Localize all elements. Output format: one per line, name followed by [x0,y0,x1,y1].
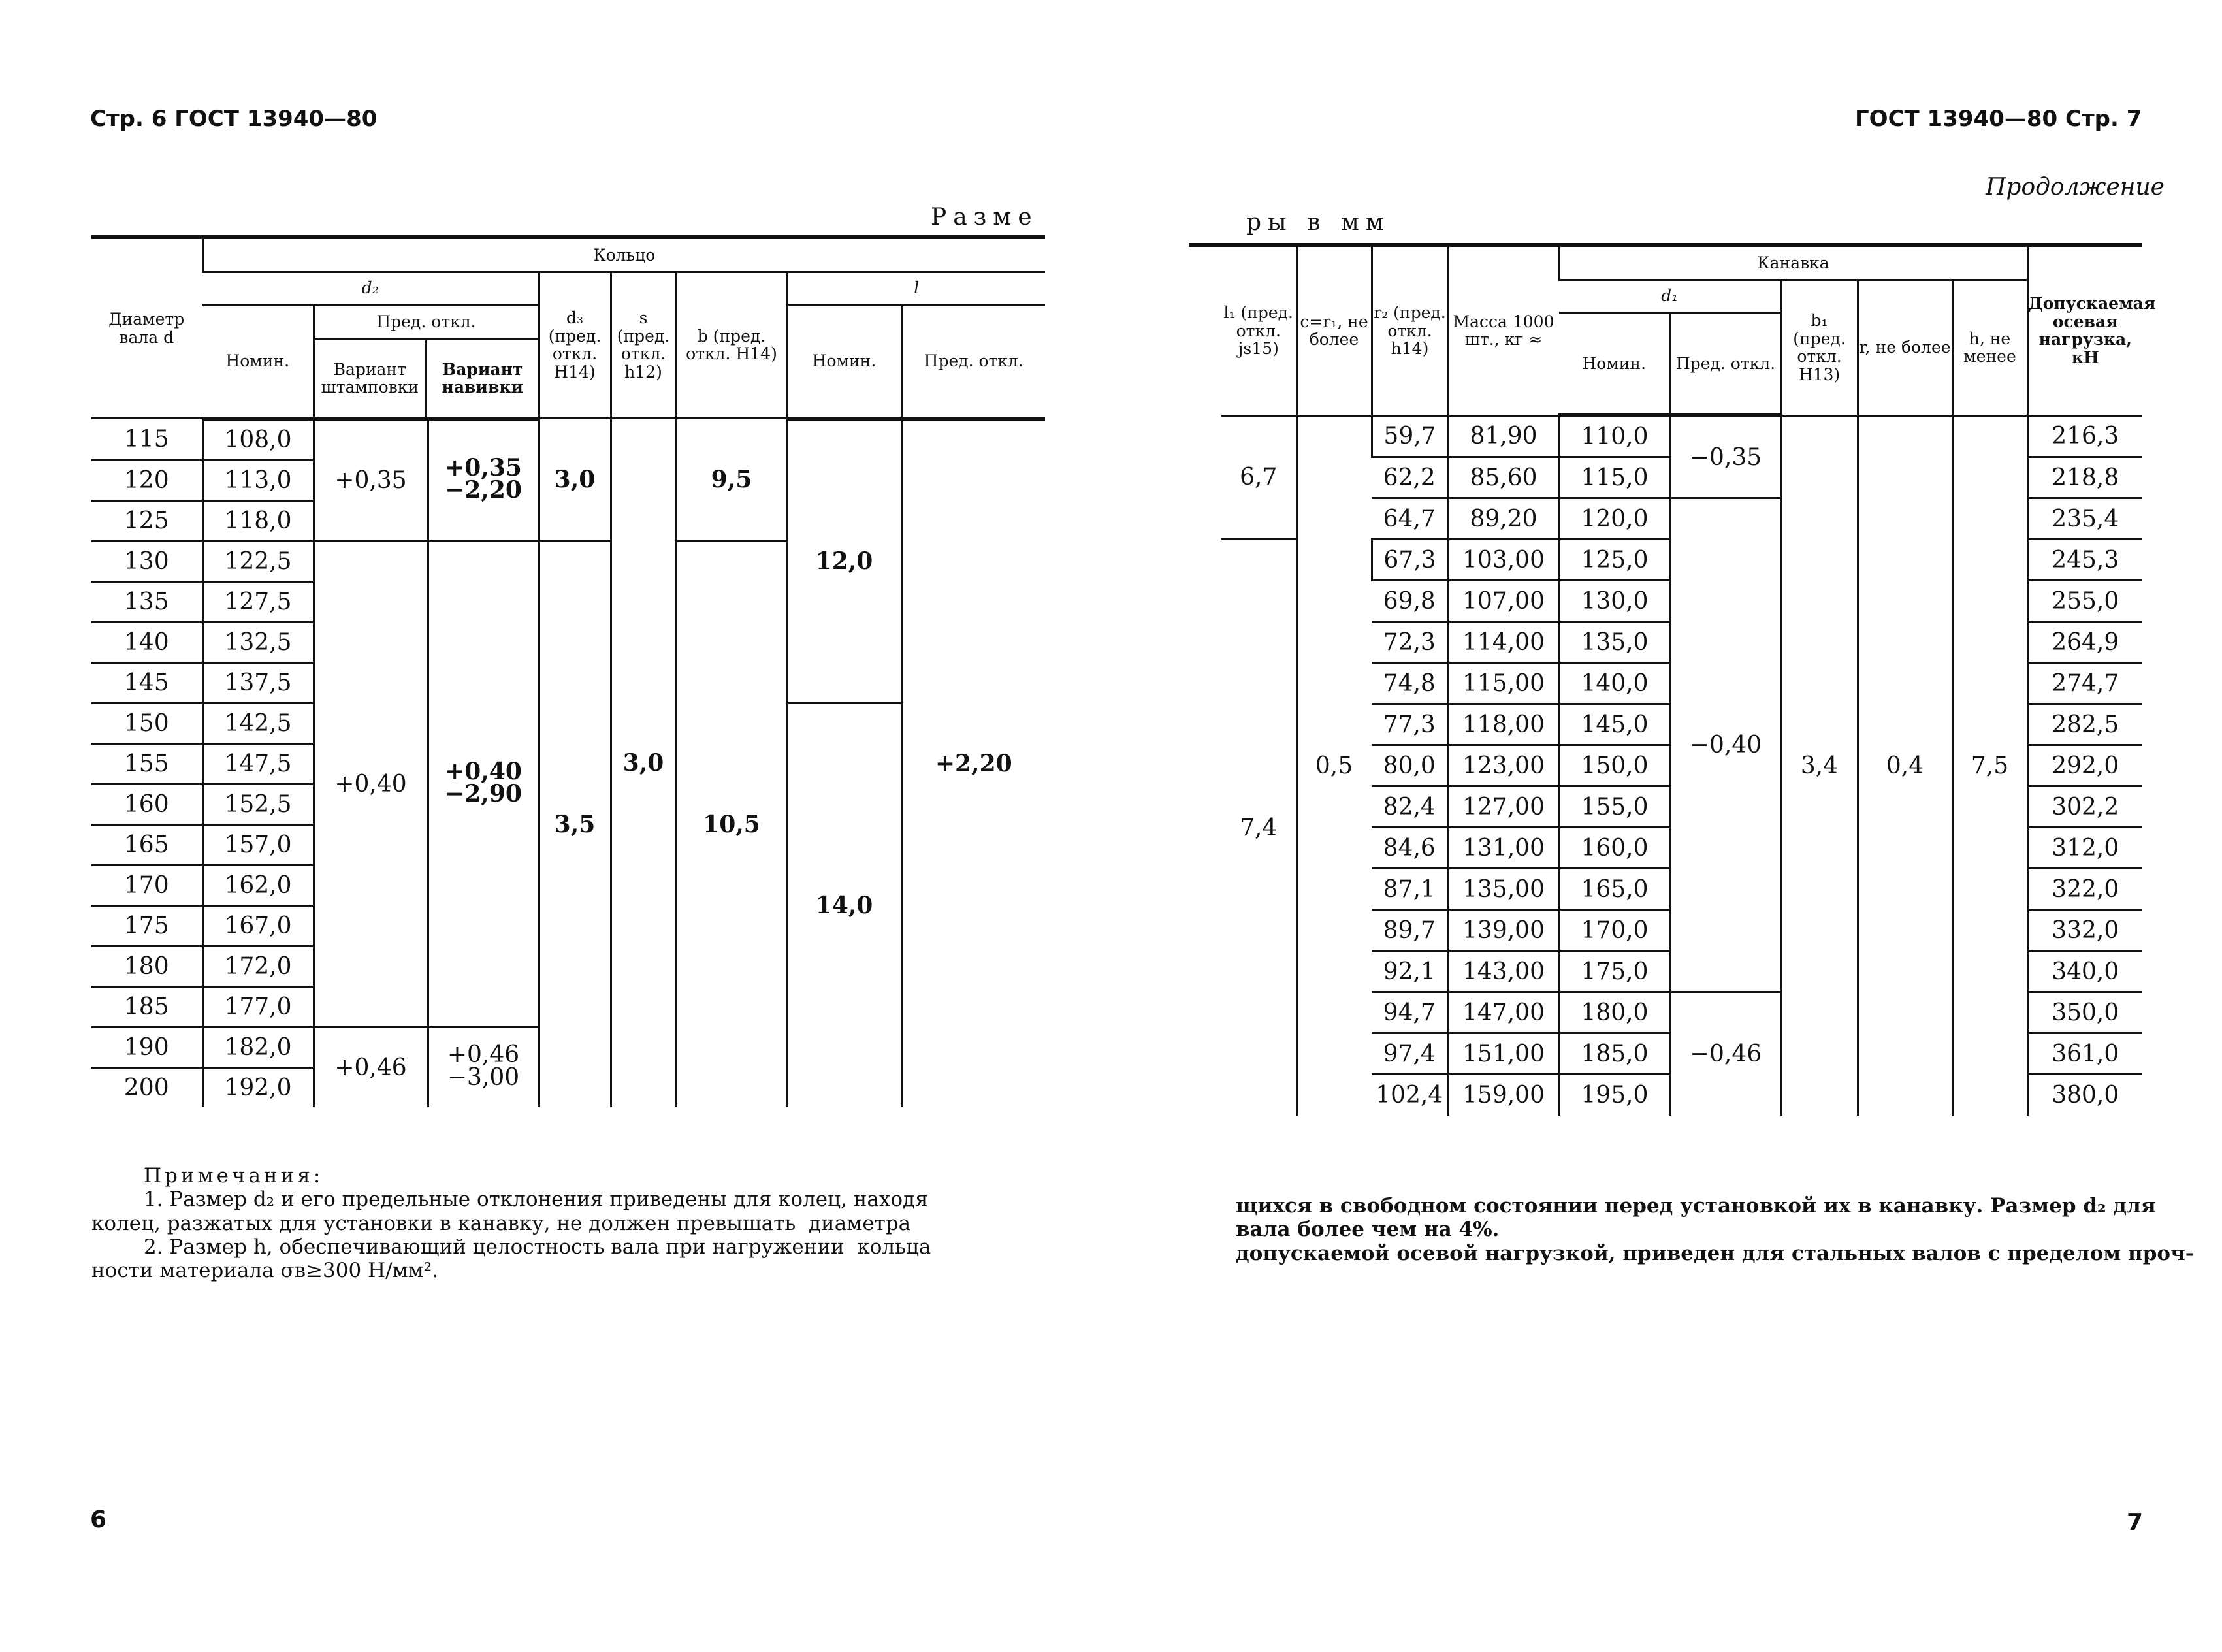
table-cell: 115,0 [1559,457,1670,498]
table-cell: 123,00 [1448,745,1559,786]
notes-title: Примечания: [144,1164,324,1188]
table-cell: 150,0 [1559,745,1670,786]
table-cell: 255,0 [2027,581,2142,622]
notes-line: вала более чем на 4%. [1236,1218,1500,1242]
table-cell: 3,0 [611,419,676,1107]
right-table-caption: ры в мм [1246,209,1391,236]
table-cell: 190 [91,1027,202,1067]
table-cell: 137,5 [202,662,314,703]
col-mass: Масса 1000 шт., кг ≈ [1448,247,1559,415]
right-notes [1236,1194,2194,1265]
table-cell [428,419,539,542]
table-cell: 97,4 [1372,1033,1448,1075]
table-cell: 155,0 [1559,786,1670,828]
table-cell: 85,60 [1448,457,1559,498]
table-cell [428,541,539,1027]
table-cell: 3,5 [539,541,611,1107]
table-cell: 140,0 [1559,663,1670,704]
table-cell: 332,0 [2027,910,2142,951]
notes-line: щихся в свободном состоянии перед установкой их в канавку. Размер d₂ для [1236,1194,2156,1218]
left-table [91,239,1045,1107]
table-cell: 195,0 [1559,1075,1670,1116]
table-cell: 180,0 [1559,992,1670,1033]
table-cell: 175,0 [1559,951,1670,992]
table-cell: 135 [91,581,202,622]
col-b: b (пред. откл. H14) [676,272,787,419]
table-cell: 135,00 [1448,869,1559,910]
table-cell: 130,0 [1559,581,1670,622]
table-cell: 3,4 [1781,415,1858,1116]
right-page-header: ГОСТ 13940—80 Стр. 7 [1855,106,2142,132]
table-cell: 172,0 [202,946,314,986]
table-cell: 274,7 [2027,663,2142,704]
notes-line: допускаемой осевой нагрузкой, приведен для стальных валов с пределом проч- [1236,1241,2194,1265]
value-upper: +0,35 [445,453,522,481]
table-cell: 200 [123,1074,169,1101]
col-d2-tolerance-label: Пред. откл. [315,306,538,340]
col-c: c=r₁, не более [1296,247,1372,415]
table-cell: 167,0 [202,905,314,946]
value-upper: +0,46 [447,1041,520,1069]
col-group-groove: Канавка [1559,247,2027,280]
table-cell: +0,46 [314,1027,428,1107]
table-cell: 312,0 [2027,828,2142,869]
col-group-d1: d₁ [1559,280,1781,312]
table-cell: 160 [91,784,202,824]
table-cell: 113,0 [202,460,314,500]
table-cell: 103,00 [1448,540,1559,581]
table-cell: 170,0 [1559,910,1670,951]
col-d2-tolerance [314,304,539,419]
table-cell: 115,00 [1448,663,1559,704]
table-cell: 165,0 [1559,869,1670,910]
table-cell: 150 [91,703,202,743]
table-cell: −0,40 [1670,498,1781,992]
table-cell: −0,35 [1670,415,1781,498]
table-cell: −0,46 [1670,992,1781,1116]
left-page-header: Стр. 6 ГОСТ 13940—80 [90,106,378,132]
col-b1: b₁ (пред. откл. H13) [1781,280,1858,415]
table-cell: 107,00 [1448,581,1559,622]
table-cell: 145 [91,662,202,703]
notes-line: 2. Размер h, обеспечивающий целостность вала при нагружении кольца [144,1235,931,1259]
table-cell: 264,9 [2027,622,2142,663]
table-cell: 67,3 [1372,540,1448,581]
table-cell: 131,00 [1448,828,1559,869]
table-cell: 302,2 [2027,786,2142,828]
table-cell: 130 [91,541,202,581]
table-cell: 152,5 [202,784,314,824]
table-cell: 0,5 [1296,415,1372,1116]
table-cell: 165 [91,824,202,865]
table-cell: +2,20 [901,419,1045,1107]
table-cell: 180 [91,946,202,986]
col-s: s (пред. откл. h12) [611,272,676,419]
value-lower: −3,00 [447,1063,520,1091]
table-cell: 155 [91,743,202,784]
table-cell: 160,0 [1559,828,1670,869]
table-cell: 84,6 [1372,828,1448,869]
table-cell: 92,1 [1372,951,1448,992]
col-r2: r₂ (пред. откл. h14) [1372,247,1448,415]
col-group-l: l [787,272,1045,304]
table-cell: 151,00 [1448,1033,1559,1075]
col-l-tolerance: Пред. откл. [901,304,1045,419]
table-cell: 192,0 [202,1067,314,1107]
table-cell: 118,0 [202,500,314,541]
col-h: h, не менее [1952,280,2027,415]
col-axial-load: Допускаемая осевая нагрузка, кН [2027,247,2142,415]
table-cell: 340,0 [2027,951,2142,992]
table-cell: 157,0 [202,824,314,865]
right-page-number: 7 [2127,1509,2144,1536]
table-cell: 322,0 [2027,869,2142,910]
table-cell: 77,3 [1372,704,1448,745]
table-cell: 143,00 [1448,951,1559,992]
table-cell: 380,0 [2027,1075,2142,1116]
table-cell: 81,90 [1448,415,1559,457]
table-cell: 361,0 [2027,1033,2142,1075]
table-cell: 9,5 [676,419,787,542]
col-d1-nominal: Номин. [1559,312,1670,415]
table-cell: 120,0 [1559,498,1670,540]
table-cell: 127,00 [1448,786,1559,828]
left-notes [91,1164,931,1282]
table-cell: +0,40 [314,541,428,1027]
table-cell: 89,7 [1372,910,1448,951]
table-cell: 62,2 [1372,457,1448,498]
table-cell: 0,4 [1858,415,1952,1116]
table-cell: 110,0 [1559,415,1670,457]
table-cell: 218,8 [2027,457,2142,498]
table-cell: 115 [91,419,202,461]
table-cell: 114,00 [1448,622,1559,663]
table-cell: 6,7 [1221,415,1296,540]
left-table-caption: Разме [931,204,1039,231]
notes-line: ности материала σв≥300 Н/мм². [91,1259,439,1283]
col-d3: d₃ (пред. откл. H14) [539,272,611,419]
table-cell: 64,7 [1372,498,1448,540]
table-cell: 135,0 [1559,622,1670,663]
col-group-ring: Кольцо [202,239,1045,272]
table-cell: 350,0 [2027,992,2142,1033]
table-cell: 182,0 [202,1027,314,1067]
table-cell: 125 [91,500,202,541]
table-cell: 185,0 [1559,1033,1670,1075]
table-cell: 162,0 [202,865,314,905]
table-cell: 185 [91,986,202,1027]
col-stamping: Вариант штамповки [321,359,419,397]
value-lower: −2,20 [445,476,522,504]
table-cell: 159,00 [1448,1075,1559,1116]
continuation-label: Продолжение [1986,174,2165,201]
table-cell: 82,4 [1372,786,1448,828]
table-cell: +0,35 [314,419,428,542]
table-cell: 3,0 [539,419,611,542]
table-cell: 292,0 [2027,745,2142,786]
value-lower: −2,90 [445,780,522,808]
table-cell: 122,5 [202,541,314,581]
table-cell: 145,0 [1559,704,1670,745]
table-cell: 118,00 [1448,704,1559,745]
table-cell: 120 [91,460,202,500]
table-cell: 108,0 [202,419,314,461]
table-cell: 139,00 [1448,910,1559,951]
table-cell: 72,3 [1372,622,1448,663]
table-cell: 132,5 [202,622,314,662]
table-cell: 175 [91,905,202,946]
col-d1-tolerance: Пред. откл. [1670,312,1781,415]
table-cell: 125,0 [1559,540,1670,581]
col-l1: l₁ (пред. откл. js15) [1221,247,1296,415]
col-winding: Вариант навивки [425,340,538,417]
table-cell: 87,1 [1372,869,1448,910]
table-cell: 74,8 [1372,663,1448,704]
col-r: r, не более [1858,280,1952,415]
notes-line: колец, разжатых для установки в канавку, не должен превышать диаметра [91,1211,911,1235]
table-cell: 80,0 [1372,745,1448,786]
notes-line: 1. Размер d₂ и его предельные отклонения приведены для колец, находя [144,1188,928,1212]
left-page-number: 6 [90,1506,107,1533]
table-cell: 7,4 [1240,814,1278,841]
table-cell: 177,0 [202,986,314,1027]
table-cell: 89,20 [1448,498,1559,540]
table-cell [428,1027,539,1107]
table-cell: 235,4 [2027,498,2142,540]
table-cell: 7,5 [1952,415,2027,1116]
table-cell: 127,5 [202,581,314,622]
table-cell: 147,00 [1448,992,1559,1033]
col-group-d2: d₂ [202,272,539,304]
table-cell: 102,4 [1376,1082,1443,1109]
table-cell: 216,3 [2027,415,2142,457]
table-cell: 14,0 [787,703,901,1107]
table-cell: 170 [91,865,202,905]
table-cell: 142,5 [202,703,314,743]
table-cell: 147,5 [202,743,314,784]
table-cell: 10,5 [676,541,787,1107]
table-cell: 69,8 [1372,581,1448,622]
col-shaft-diameter: Диаметр вала d [91,239,202,419]
table-cell: 245,3 [2027,540,2142,581]
table-cell: 59,7 [1372,415,1448,457]
table-cell: 12,0 [787,419,901,704]
table-cell: 282,5 [2027,704,2142,745]
table-cell: 140 [91,622,202,662]
table-cell: 94,7 [1372,992,1448,1033]
value-upper: +0,40 [445,757,522,785]
right-table [1221,247,2156,1116]
col-d2-nominal: Номин. [202,304,314,419]
col-l-nominal: Номин. [787,304,901,419]
